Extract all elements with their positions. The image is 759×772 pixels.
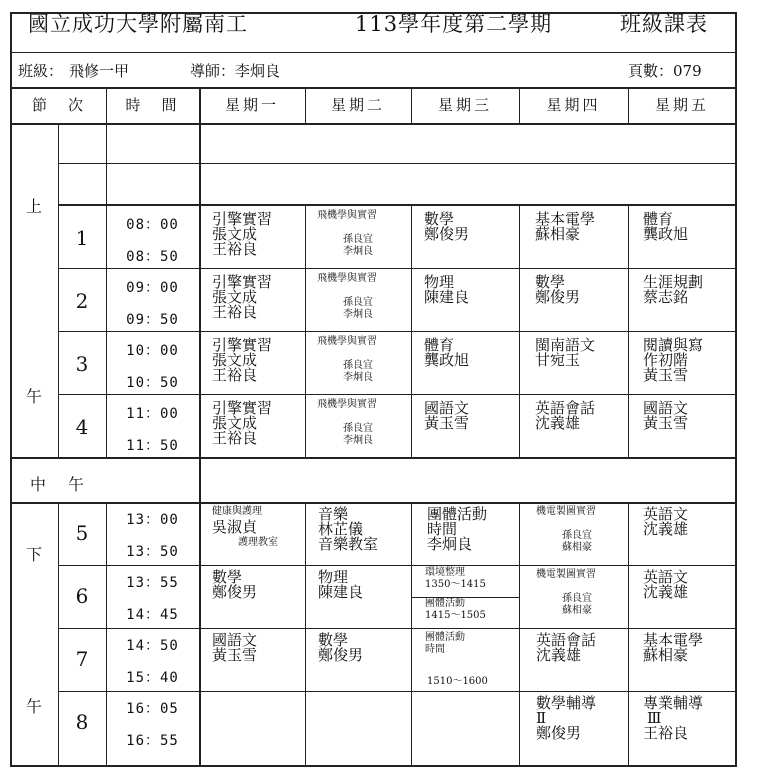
period-start: 10：00: [126, 343, 179, 359]
cell-mon: 引擎實習 張文成 王裕良: [212, 210, 273, 258]
cell-mon: 健康與護理 吳淑貞 護理教室: [212, 506, 278, 548]
grid-vline: [199, 87, 201, 767]
day-header-mon: 星期一: [224, 96, 279, 114]
grid-hline: [11, 457, 736, 459]
cell-thu: 機電製圖實習 孫良宜 蘇相豪: [536, 506, 596, 553]
cell-thu: 英語會話 沈義雄: [536, 631, 597, 664]
cell-tue: 飛機學與實習 孫良宜 李炯良: [317, 399, 377, 446]
period-start: 16：05: [126, 701, 179, 717]
class-name: 飛修一甲: [69, 62, 130, 80]
period-end: 08：50: [126, 249, 179, 265]
grid-hline: [11, 123, 736, 125]
period-start: 11：00: [126, 406, 179, 422]
cell-thu: 英語會話 沈義雄: [535, 399, 596, 432]
grid-hline: [58, 394, 736, 395]
cell-wed: 團體活動 時間 1510～1600: [425, 632, 488, 687]
grid-vline: [305, 204, 306, 457]
period-number: 7: [75, 647, 89, 671]
period-start: 13：55: [126, 575, 179, 591]
cell-fri: 閱讀與寫 作初階 黃玉雪: [643, 336, 704, 384]
period-header: 節 次: [31, 96, 86, 114]
cell-tue: 物理 陳建良: [318, 568, 364, 601]
page-info: [628, 60, 702, 81]
period-end: 11：50: [126, 438, 179, 454]
cell-wed: 國語文 黃玉雪: [424, 399, 470, 432]
cell-thu: 數學 鄭俊男: [535, 273, 581, 306]
day-header-wed: 星期三: [437, 96, 492, 114]
period-number: 6: [75, 584, 89, 608]
grid-hline: [58, 163, 736, 164]
cell-mon: 引擎實習 張文成 王裕良: [212, 336, 273, 384]
period-number: 8: [75, 710, 89, 734]
period-start: 13：00: [126, 512, 179, 528]
grid-vline: [519, 204, 520, 457]
cell-mon: 引擎實習 張文成 王裕良: [212, 399, 273, 447]
grid-hline: [11, 52, 736, 53]
cell-wed: 團體活動 時間 李炯良: [427, 505, 488, 553]
period-end: 16：55: [126, 733, 179, 749]
period-end: 15：40: [126, 670, 179, 686]
term-title: 113學年度第二學期: [355, 12, 553, 36]
grid-hline: [58, 628, 736, 629]
period-number: 3: [75, 352, 89, 376]
grid-vline: [628, 502, 629, 767]
cell-wed: 數學 鄭俊男: [424, 210, 470, 243]
grid-hline: [58, 268, 736, 269]
afternoon-label-top: 下: [26, 545, 43, 564]
cell-thu: 機電製圖實習 孫良宜 蘇相豪: [536, 569, 596, 616]
morning-label-bottom: 午: [26, 387, 43, 406]
school-name: 國立成功大學附屬南工: [28, 12, 248, 36]
grid-hline: [58, 204, 736, 206]
cell-fri: 國語文 黃玉雪: [643, 399, 689, 432]
day-header-tue: 星期二: [330, 96, 385, 114]
period-end: 10：50: [126, 375, 179, 391]
grid-vline: [411, 204, 412, 457]
period-number: 5: [75, 521, 89, 545]
class-label: 班級：: [18, 62, 64, 80]
day-header-thu: 星期四: [546, 96, 601, 114]
page-label: 頁數：: [628, 62, 674, 80]
noon-label-left: 中: [30, 475, 47, 494]
period-end: 09：50: [126, 312, 179, 328]
cell-tue: 飛機學與實習 孫良宜 李炯良: [317, 336, 377, 383]
cell-mon: 數學 鄭俊男: [212, 568, 258, 601]
morning-label-top: 上: [26, 197, 43, 216]
period-start: 08：00: [126, 217, 179, 233]
period-start: 09：00: [126, 280, 179, 296]
cell-fri: 英語文 沈義雄: [643, 505, 689, 538]
mentor-label: 導師：: [190, 62, 236, 80]
doc-type: 班級課表: [620, 12, 708, 36]
period-end: 13：50: [126, 544, 179, 560]
cell-thu: 閩南語文 甘宛玉: [535, 336, 596, 369]
cell-thu: 數學輔導 Ⅱ 鄭俊男: [536, 694, 597, 742]
grid-vline: [305, 502, 306, 767]
day-header-fri: 星期五: [654, 96, 709, 114]
cell-thu: 基本電學 蘇相豪: [535, 210, 596, 243]
cell-fri: 體育 龔政旭: [643, 210, 689, 243]
period-number: 1: [75, 226, 89, 250]
cell-fri: 英語文 沈義雄: [643, 568, 689, 601]
grid-hline: [58, 565, 736, 566]
noon-label-right: 午: [68, 475, 85, 494]
cell-fri: 生涯規劃 蔡志銘: [643, 273, 704, 306]
period-number: 2: [75, 289, 89, 313]
cell-mon: 國語文 黃玉雪: [212, 631, 258, 664]
period-end: 14：45: [126, 607, 179, 623]
mentor-info: [190, 60, 280, 81]
cell-fri: 專業輔導 Ⅲ 王裕良: [643, 694, 704, 742]
afternoon-label-bottom: 午: [26, 697, 43, 716]
grid-hline: [58, 331, 736, 332]
grid-vline: [628, 204, 629, 457]
cell-fri: 基本電學 蘇相豪: [643, 631, 704, 664]
cell-tue: 飛機學與實習 孫良宜 李炯良: [317, 210, 377, 257]
page-number: 079: [673, 62, 702, 80]
time-header: 時 間: [125, 96, 180, 114]
class-info: [18, 60, 129, 81]
grid-hline: [58, 691, 736, 692]
cell-tue: 數學 鄭俊男: [318, 631, 364, 664]
cell-wed: 體育 龔政旭: [424, 336, 470, 369]
cell-wed: 物理 陳建良: [424, 273, 470, 306]
grid-vline: [519, 502, 520, 767]
period-start: 14：50: [126, 638, 179, 654]
cell-mon: 引擎實習 張文成 王裕良: [212, 273, 273, 321]
grid-vline: [411, 502, 412, 767]
cell-wed: 環境整理 1350～1415 團體活動 1415～1505: [425, 567, 486, 621]
cell-tue: 音樂 林芷儀 音樂教室: [318, 505, 379, 553]
period-number: 4: [75, 415, 89, 439]
cell-tue: 飛機學與實習 孫良宜 李炯良: [317, 273, 377, 320]
mentor-name: 李炯良: [235, 62, 281, 80]
